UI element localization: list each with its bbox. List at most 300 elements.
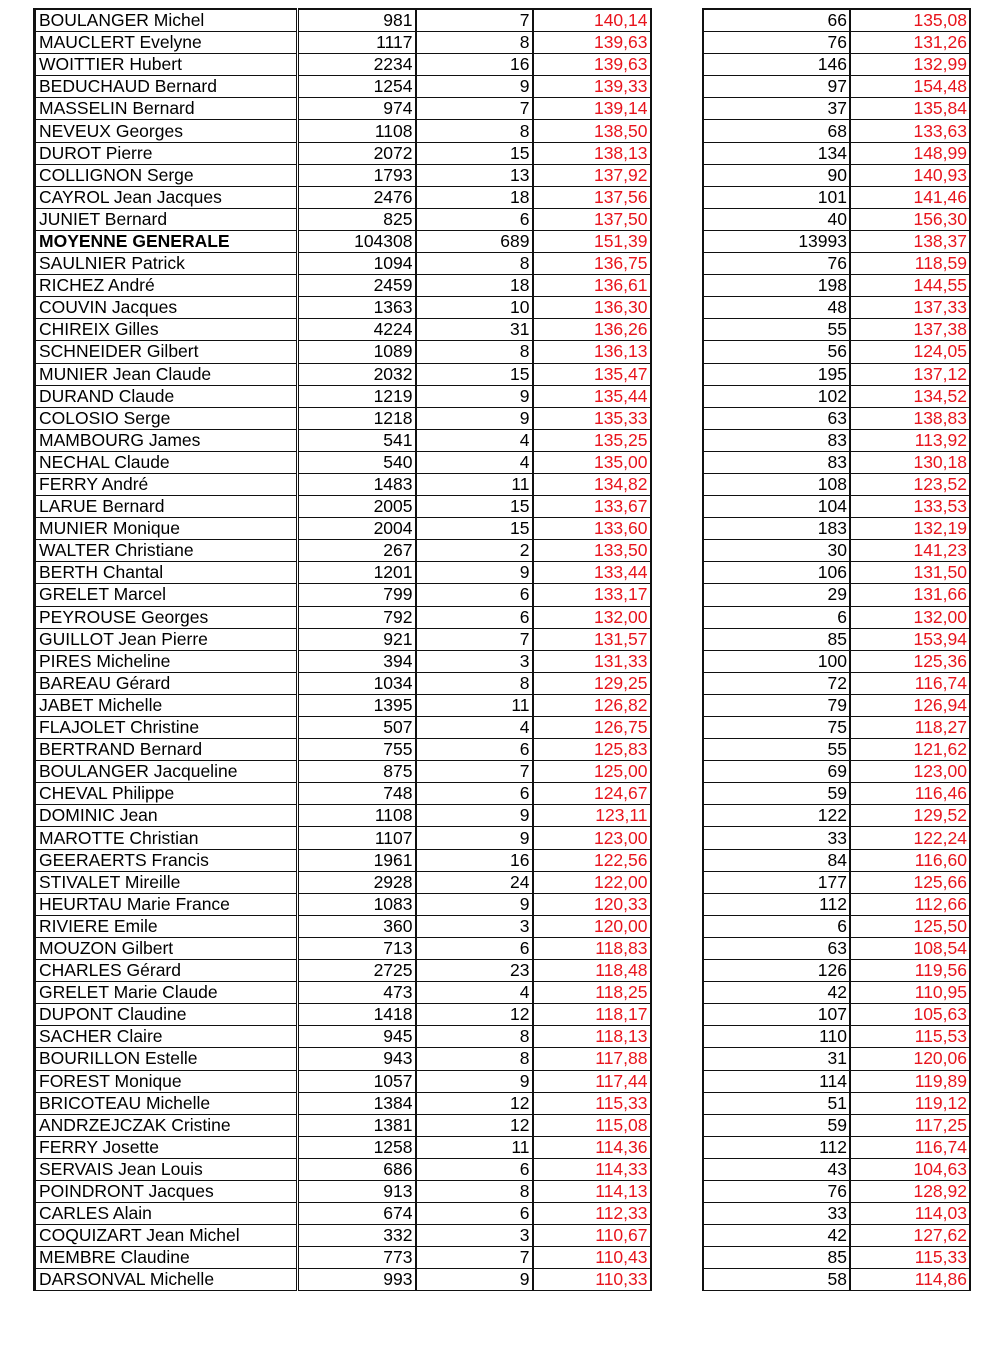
secondary-average-cell: 116,74 [850,1136,970,1158]
total-points-cell: 974 [298,98,416,120]
secondary-average-cell: 134,52 [850,385,970,407]
total-points-cell: 981 [298,9,416,32]
table-row [703,960,970,982]
average-cell: 117,44 [533,1070,651,1092]
total-points-cell: 1108 [298,120,416,142]
table-row [703,496,970,518]
secondary-count-cell: 195 [703,363,850,385]
table-row [35,319,651,341]
secondary-count-cell: 72 [703,672,850,694]
table-row [703,1203,970,1225]
count-cell: 16 [416,54,533,76]
count-cell: 8 [416,1180,533,1202]
secondary-average-cell: 121,62 [850,739,970,761]
total-points-cell: 2032 [298,363,416,385]
total-points-cell: 2928 [298,871,416,893]
player-name-cell: STIVALET Mireille [35,871,298,893]
average-cell: 110,43 [533,1247,651,1269]
secondary-count-cell: 63 [703,937,850,959]
total-points-cell: 825 [298,208,416,230]
average-cell: 137,56 [533,186,651,208]
player-name-cell: BOULANGER Michel [35,9,298,32]
table-row [35,1269,651,1291]
total-points-cell: 993 [298,1269,416,1291]
average-cell: 123,11 [533,805,651,827]
count-cell: 9 [416,1269,533,1291]
player-name-cell: BAREAU Gérard [35,672,298,694]
secondary-count-cell: 6 [703,606,850,628]
table-row [703,186,970,208]
table-row [35,584,651,606]
total-points-cell: 686 [298,1158,416,1180]
secondary-count-cell: 110 [703,1026,850,1048]
secondary-count-cell: 102 [703,385,850,407]
player-name-cell: ANDRZEJCZAK Cristine [35,1114,298,1136]
average-cell: 139,14 [533,98,651,120]
count-cell: 13 [416,164,533,186]
table-row [35,1136,651,1158]
average-cell: 118,83 [533,937,651,959]
table-row [35,540,651,562]
total-points-cell: 1254 [298,76,416,98]
average-cell: 136,26 [533,319,651,341]
total-points-cell: 1363 [298,297,416,319]
table-row [703,32,970,54]
total-points-cell: 540 [298,451,416,473]
secondary-average-cell: 131,66 [850,584,970,606]
player-name-cell: PIRES Micheline [35,650,298,672]
count-cell: 15 [416,518,533,540]
secondary-average-cell: 153,94 [850,628,970,650]
table-row [35,849,651,871]
count-cell: 12 [416,1092,533,1114]
secondary-results-body [703,9,970,1291]
secondary-count-cell: 48 [703,297,850,319]
table-row [703,628,970,650]
count-cell: 8 [416,1048,533,1070]
table-row [35,1247,651,1269]
total-points-cell: 1483 [298,473,416,495]
secondary-count-cell: 90 [703,164,850,186]
secondary-count-cell: 33 [703,1203,850,1225]
table-row [703,1247,970,1269]
secondary-count-cell: 106 [703,562,850,584]
table-row [703,76,970,98]
total-points-cell: 1418 [298,1004,416,1026]
secondary-count-cell: 59 [703,783,850,805]
total-points-cell: 1381 [298,1114,416,1136]
secondary-average-cell: 135,08 [850,9,970,32]
table-row [35,650,651,672]
secondary-count-cell: 83 [703,429,850,451]
secondary-count-cell: 66 [703,9,850,32]
total-points-cell: 104308 [298,230,416,252]
table-row [703,783,970,805]
table-row [35,32,651,54]
player-name-cell: MASSELIN Bernard [35,98,298,120]
count-cell: 4 [416,982,533,1004]
count-cell: 9 [416,1070,533,1092]
secondary-average-cell: 119,89 [850,1070,970,1092]
table-row [35,628,651,650]
total-points-cell: 1094 [298,253,416,275]
average-cell: 120,00 [533,915,651,937]
average-cell: 124,67 [533,783,651,805]
table-row [35,429,651,451]
average-cell: 126,82 [533,694,651,716]
total-points-cell: 332 [298,1225,416,1247]
average-cell: 110,67 [533,1225,651,1247]
average-cell: 133,17 [533,584,651,606]
secondary-average-cell: 115,33 [850,1247,970,1269]
count-cell: 7 [416,761,533,783]
secondary-count-cell: 40 [703,208,850,230]
table-row [703,1004,970,1026]
secondary-average-cell: 140,93 [850,164,970,186]
table-row [703,739,970,761]
secondary-count-cell: 114 [703,1070,850,1092]
secondary-average-cell: 123,52 [850,473,970,495]
secondary-average-cell: 117,25 [850,1114,970,1136]
secondary-count-cell: 30 [703,540,850,562]
count-cell: 31 [416,319,533,341]
total-points-cell: 773 [298,1247,416,1269]
table-row [703,1225,970,1247]
count-cell: 7 [416,628,533,650]
player-name-cell: BRICOTEAU Michelle [35,1092,298,1114]
secondary-average-cell: 131,26 [850,32,970,54]
count-cell: 4 [416,429,533,451]
average-cell: 139,63 [533,32,651,54]
secondary-count-cell: 85 [703,628,850,650]
secondary-count-cell: 126 [703,960,850,982]
secondary-count-cell: 122 [703,805,850,827]
secondary-count-cell: 198 [703,275,850,297]
secondary-average-cell: 115,53 [850,1026,970,1048]
player-name-cell: WALTER Christiane [35,540,298,562]
table-row [703,142,970,164]
total-points-cell: 1089 [298,341,416,363]
count-cell: 16 [416,849,533,871]
table-row [35,407,651,429]
secondary-average-cell: 132,00 [850,606,970,628]
secondary-average-cell: 108,54 [850,937,970,959]
total-points-cell: 674 [298,1203,416,1225]
table-row [703,363,970,385]
average-cell: 135,25 [533,429,651,451]
secondary-average-cell: 120,06 [850,1048,970,1070]
table-row [35,341,651,363]
total-points-cell: 913 [298,1180,416,1202]
secondary-count-cell: 55 [703,319,850,341]
player-name-cell: MUNIER Jean Claude [35,363,298,385]
average-cell: 114,13 [533,1180,651,1202]
count-cell: 2 [416,540,533,562]
main-results-table [33,8,652,1291]
total-points-cell: 507 [298,717,416,739]
average-cell: 137,50 [533,208,651,230]
secondary-count-cell: 100 [703,650,850,672]
secondary-average-cell: 141,46 [850,186,970,208]
secondary-count-cell: 108 [703,473,850,495]
secondary-average-cell: 113,92 [850,429,970,451]
player-name-cell: DOMINIC Jean [35,805,298,827]
count-cell: 6 [416,1203,533,1225]
player-name-cell: GRELET Marcel [35,584,298,606]
table-row [35,473,651,495]
secondary-average-cell: 119,12 [850,1092,970,1114]
secondary-average-cell: 126,94 [850,694,970,716]
average-cell: 138,13 [533,142,651,164]
secondary-count-cell: 76 [703,32,850,54]
total-points-cell: 1117 [298,32,416,54]
count-cell: 4 [416,717,533,739]
player-name-cell: FERRY André [35,473,298,495]
secondary-average-cell: 133,63 [850,120,970,142]
count-cell: 7 [416,98,533,120]
table-row [35,827,651,849]
secondary-count-cell: 31 [703,1048,850,1070]
total-points-cell: 1384 [298,1092,416,1114]
table-row [703,606,970,628]
table-row [703,871,970,893]
total-points-cell: 2476 [298,186,416,208]
table-row [703,319,970,341]
table-row [35,717,651,739]
secondary-average-cell: 104,63 [850,1158,970,1180]
table-row [35,937,651,959]
total-points-cell: 1034 [298,672,416,694]
player-name-cell: COLLIGNON Serge [35,164,298,186]
table-row [35,9,651,32]
table-row [35,164,651,186]
table-row [35,98,651,120]
table-row [35,76,651,98]
player-name-cell: BERTH Chantal [35,562,298,584]
count-cell: 8 [416,253,533,275]
average-cell: 136,13 [533,341,651,363]
player-name-cell: BOULANGER Jacqueline [35,761,298,783]
table-row [703,761,970,783]
player-name-cell: CARLES Alain [35,1203,298,1225]
secondary-average-cell: 137,38 [850,319,970,341]
count-cell: 23 [416,960,533,982]
average-cell: 125,83 [533,739,651,761]
secondary-count-cell: 112 [703,893,850,915]
secondary-count-cell: 107 [703,1004,850,1026]
total-points-cell: 1395 [298,694,416,716]
player-name-cell: DURAND Claude [35,385,298,407]
average-cell: 135,44 [533,385,651,407]
secondary-count-cell: 112 [703,1136,850,1158]
table-row [703,451,970,473]
total-points-cell: 1083 [298,893,416,915]
table-row [703,473,970,495]
table-row [35,1004,651,1026]
count-cell: 3 [416,1225,533,1247]
average-cell: 133,44 [533,562,651,584]
average-cell: 115,08 [533,1114,651,1136]
total-points-cell: 748 [298,783,416,805]
table-row [703,54,970,76]
player-name-cell: DARSONVAL Michelle [35,1269,298,1291]
total-points-cell: 921 [298,628,416,650]
secondary-count-cell: 85 [703,1247,850,1269]
secondary-count-cell: 76 [703,1180,850,1202]
secondary-average-cell: 130,18 [850,451,970,473]
table-row [703,827,970,849]
table-row [35,606,651,628]
secondary-count-cell: 101 [703,186,850,208]
count-cell: 9 [416,562,533,584]
average-cell: 133,50 [533,540,651,562]
secondary-average-cell: 116,46 [850,783,970,805]
count-cell: 12 [416,1004,533,1026]
average-cell: 112,33 [533,1203,651,1225]
player-name-cell: DUPONT Claudine [35,1004,298,1026]
secondary-average-cell: 144,55 [850,275,970,297]
average-cell: 122,00 [533,871,651,893]
secondary-average-cell: 114,03 [850,1203,970,1225]
table-row [35,208,651,230]
secondary-average-cell: 125,36 [850,650,970,672]
player-name-cell: CHEVAL Philippe [35,783,298,805]
average-cell: 118,17 [533,1004,651,1026]
secondary-average-cell: 133,53 [850,496,970,518]
count-cell: 15 [416,496,533,518]
count-cell: 18 [416,275,533,297]
table-row [703,1136,970,1158]
table-row [703,341,970,363]
table-row [35,1092,651,1114]
total-points-cell: 1057 [298,1070,416,1092]
table-row [35,761,651,783]
secondary-count-cell: 75 [703,717,850,739]
player-name-cell: COQUIZART Jean Michel [35,1225,298,1247]
secondary-average-cell: 128,92 [850,1180,970,1202]
average-cell: 134,82 [533,473,651,495]
count-cell: 6 [416,739,533,761]
table-row [703,540,970,562]
secondary-count-cell: 84 [703,849,850,871]
table-row [703,717,970,739]
player-name-cell: MOYENNE GENERALE [35,230,298,252]
player-name-cell: MAUCLERT Evelyne [35,32,298,54]
player-name-cell: FLAJOLET Christine [35,717,298,739]
total-points-cell: 1219 [298,385,416,407]
secondary-count-cell: 146 [703,54,850,76]
player-name-cell: MEMBRE Claudine [35,1247,298,1269]
secondary-count-cell: 134 [703,142,850,164]
average-cell: 123,00 [533,827,651,849]
average-cell: 132,00 [533,606,651,628]
average-cell: 135,00 [533,451,651,473]
table-row [35,783,651,805]
player-name-cell: SCHNEIDER Gilbert [35,341,298,363]
total-points-cell: 2005 [298,496,416,518]
average-cell: 137,92 [533,164,651,186]
player-name-cell: FERRY Josette [35,1136,298,1158]
average-cell: 135,47 [533,363,651,385]
table-row [703,1180,970,1202]
table-row [35,54,651,76]
table-row [35,805,651,827]
secondary-count-cell: 76 [703,253,850,275]
player-name-cell: BOURILLON Estelle [35,1048,298,1070]
secondary-count-cell: 43 [703,1158,850,1180]
count-cell: 11 [416,694,533,716]
player-name-cell: MAMBOURG James [35,429,298,451]
secondary-count-cell: 42 [703,1225,850,1247]
secondary-count-cell: 42 [703,982,850,1004]
player-name-cell: GRELET Marie Claude [35,982,298,1004]
table-row [35,1180,651,1202]
count-cell: 9 [416,805,533,827]
table-row [703,164,970,186]
secondary-count-cell: 51 [703,1092,850,1114]
secondary-average-cell: 138,83 [850,407,970,429]
table-row [35,739,651,761]
total-points-cell: 2459 [298,275,416,297]
count-cell: 8 [416,120,533,142]
player-name-cell: COLOSIO Serge [35,407,298,429]
table-row [703,208,970,230]
table-row [35,1158,651,1180]
average-cell: 115,33 [533,1092,651,1114]
secondary-count-cell: 177 [703,871,850,893]
player-name-cell: DUROT Pierre [35,142,298,164]
table-row [35,142,651,164]
player-name-cell: COUVIN Jacques [35,297,298,319]
secondary-count-cell: 68 [703,120,850,142]
average-cell: 136,75 [533,253,651,275]
table-row [35,297,651,319]
total-points-cell: 267 [298,540,416,562]
table-row [35,120,651,142]
average-cell: 151,39 [533,230,651,252]
player-name-cell: NEVEUX Georges [35,120,298,142]
table-row [35,562,651,584]
count-cell: 15 [416,142,533,164]
table-row [703,562,970,584]
player-name-cell: RICHEZ André [35,275,298,297]
count-cell: 8 [416,341,533,363]
count-cell: 6 [416,208,533,230]
secondary-average-cell: 118,27 [850,717,970,739]
count-cell: 6 [416,937,533,959]
total-points-cell: 360 [298,915,416,937]
table-row [703,893,970,915]
average-cell: 114,33 [533,1158,651,1180]
secondary-count-cell: 97 [703,76,850,98]
player-name-cell: GEERAERTS Francis [35,849,298,871]
table-row [703,650,970,672]
count-cell: 9 [416,385,533,407]
count-cell: 15 [416,363,533,385]
secondary-average-cell: 135,84 [850,98,970,120]
table-row [35,385,651,407]
total-points-cell: 1201 [298,562,416,584]
count-cell: 11 [416,473,533,495]
table-row [703,275,970,297]
count-cell: 10 [416,297,533,319]
total-points-cell: 792 [298,606,416,628]
main-results-body [35,9,651,1291]
player-name-cell: JUNIET Bernard [35,208,298,230]
player-name-cell: POINDRONT Jacques [35,1180,298,1202]
player-name-cell: LARUE Bernard [35,496,298,518]
secondary-average-cell: 132,99 [850,54,970,76]
